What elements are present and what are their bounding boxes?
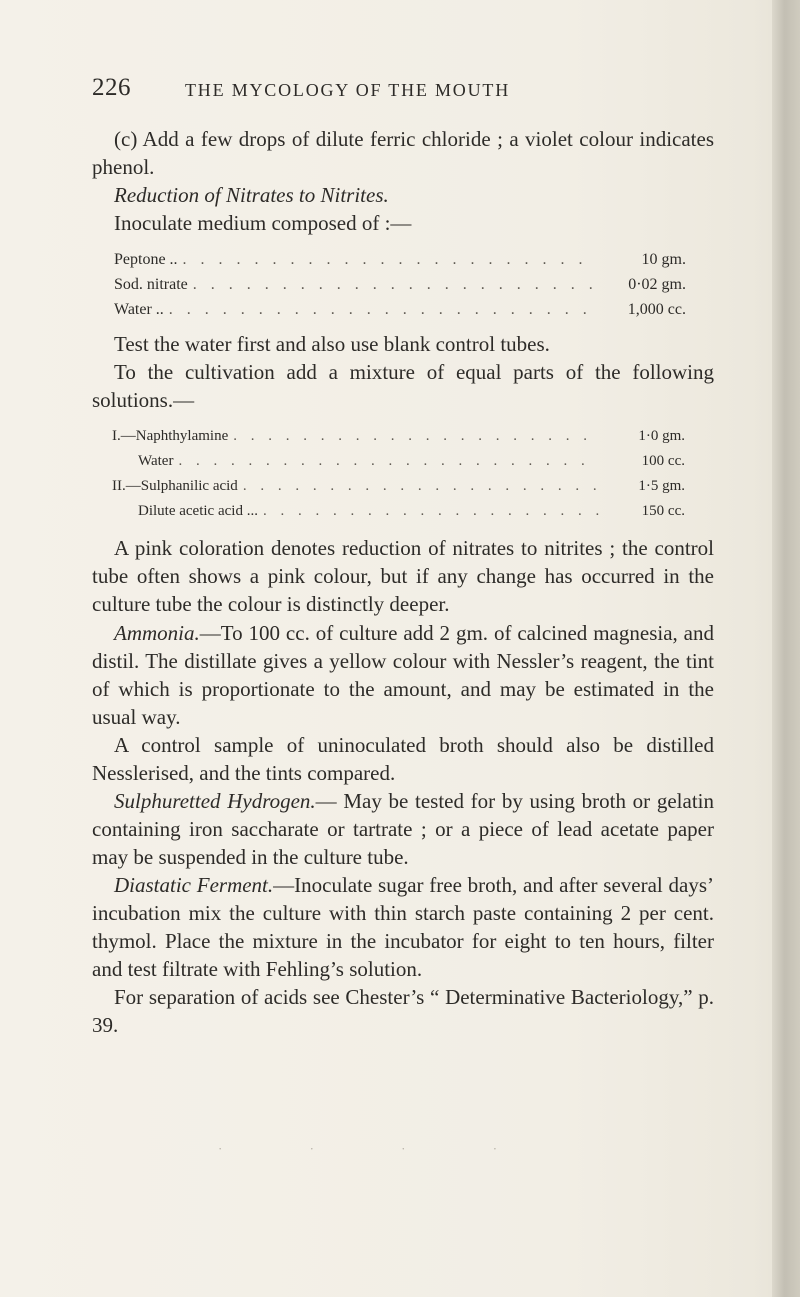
diastatic-ferment-text: —Inoculate sugar free broth, and after several days’ incubation mix the culture with thin starch paste containing 2 per cent. thymol. Place the mixture in the incubator for eight to ten hours, filter and test filtrate with Fehling’s solution. <box>92 873 714 981</box>
solution-ingredient: Dilute acetic acid ... <box>138 503 258 519</box>
solution-ingredient: Water <box>138 453 174 469</box>
acid-separation-paragraph: For separation of acids see Chester’s “ Determinative Bacteriology,” p. 39. <box>92 985 714 1037</box>
medium-row <box>114 247 686 272</box>
medium-ingredient: Sod. nitrate <box>114 276 188 293</box>
medium-row <box>114 272 686 297</box>
sulphuretted-hydrogen-paragraph <box>92 787 714 871</box>
test-water-instruction: Test the water first and also use blank control tubes. <box>114 332 550 356</box>
solutions-list <box>92 424 685 524</box>
cultivation-instruction: To the cultivation add a mixture of equal parts of the following solutions.— <box>92 360 714 412</box>
sulphuretted-hydrogen-text: — May be tested for by using broth or gelatin containing iron saccharate or tartrate ; or a piece of lead acetate paper may be suspended in the culture tube. <box>92 789 714 869</box>
ammonia-paragraph <box>92 619 714 731</box>
control-sample-paragraph: A control sample of uninoculated broth should also be distilled Nesslerised, and the tints compared. <box>92 733 714 785</box>
faint-print-marks: · · · · <box>218 1141 540 1156</box>
page-edge-shadow <box>772 0 800 1297</box>
diastatic-ferment-label: Diastatic Ferment. <box>114 873 274 897</box>
medium-recipe <box>92 247 686 322</box>
leader-dots <box>238 474 599 499</box>
solution-row <box>112 499 685 524</box>
leader-dots <box>228 424 599 449</box>
solution-amount: 100 cc. <box>641 453 685 469</box>
page-number: 226 <box>92 74 131 101</box>
solution-row <box>112 474 685 499</box>
ammonia-label: Ammonia. <box>114 621 200 645</box>
leader-dots <box>173 449 599 474</box>
solution-amount: 1·0 gm. <box>638 428 685 444</box>
leader-dots <box>178 247 596 272</box>
solution-ingredient: I.—Naphthylamine <box>112 428 229 444</box>
reduction-heading: Reduction of Nitrates to Nitrites. <box>114 183 389 207</box>
pink-coloration-paragraph: A pink coloration denotes reduction of nitrates to nitrites ; the control tube often shows a pink colour, but if any change has occurred in the culture tube the colour is distinctly deeper. <box>92 536 714 616</box>
medium-ingredient: Peptone .. <box>114 251 178 268</box>
leader-dots <box>188 272 596 297</box>
leader-dots <box>258 499 599 524</box>
medium-amount: 1,000 cc. <box>627 301 686 318</box>
diastatic-ferment-paragraph <box>92 871 714 983</box>
page-header <box>0 74 800 104</box>
medium-amount: 0·02 gm. <box>628 276 686 293</box>
inoculate-instruction: Inoculate medium composed of :— <box>114 211 412 235</box>
leader-dots <box>164 297 596 322</box>
medium-amount: 10 gm. <box>641 251 686 268</box>
page-content <box>92 125 714 1039</box>
solution-row <box>112 449 685 474</box>
solution-row <box>112 424 685 449</box>
medium-row <box>114 297 686 322</box>
medium-ingredient: Water .. <box>114 301 164 318</box>
solution-amount: 150 cc. <box>641 503 685 519</box>
running-head: THE MYCOLOGY OF THE MOUTH <box>185 80 510 100</box>
sulphuretted-hydrogen-label: Sulphuretted Hydrogen. <box>114 789 316 813</box>
solution-amount: 1·5 gm. <box>638 478 685 494</box>
ammonia-text: —To 100 cc. of culture add 2 gm. of calcined magnesia, and distil. The distillate gives a yellow colour with Nessler’s reagent, the tint of which is proportionate to the amount, and may be estimated in the usual way. <box>92 621 714 729</box>
ferric-chloride-paragraph: (c) Add a few drops of dilute ferric chloride ; a violet colour indicates phenol. <box>92 127 714 179</box>
solution-ingredient: II.—Sulphanilic acid <box>112 478 238 494</box>
